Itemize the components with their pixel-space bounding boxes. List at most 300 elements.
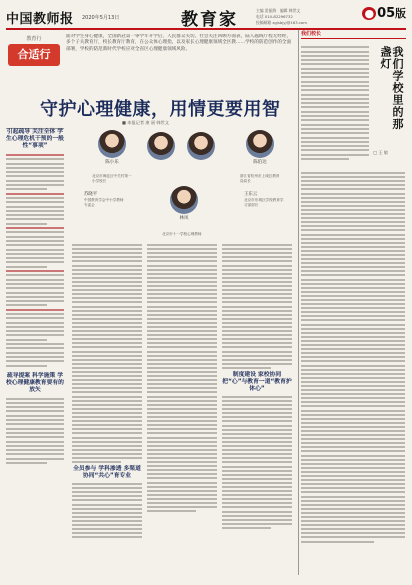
page-number-badge: ● — [364, 7, 375, 20]
text-line — [147, 387, 217, 389]
text-line — [72, 461, 121, 463]
text-line — [301, 311, 405, 313]
text-line — [222, 404, 292, 406]
text-line — [72, 396, 142, 398]
text-line — [147, 363, 217, 365]
text-line — [147, 428, 217, 430]
text-line — [72, 252, 142, 254]
text-line — [72, 495, 142, 497]
meta-line: 主编 雷振海 编辑 韩世文 — [256, 8, 301, 13]
portrait-photo — [187, 132, 215, 160]
text-line — [301, 63, 369, 65]
text-line — [301, 508, 405, 510]
text-line — [147, 490, 217, 492]
text-line — [301, 111, 369, 113]
text-line — [301, 471, 405, 473]
text-line — [301, 500, 405, 502]
text-line — [222, 433, 292, 435]
text-line — [301, 332, 405, 334]
text-line — [147, 338, 217, 340]
text-line — [222, 441, 292, 443]
text-line — [301, 393, 405, 395]
text-line — [301, 389, 405, 391]
text-line — [222, 461, 292, 463]
page-number: ● 05版 — [364, 6, 406, 21]
text-line — [301, 229, 405, 231]
text-line — [301, 446, 405, 448]
text-line — [6, 253, 64, 255]
left-column — [6, 128, 64, 576]
text-line — [147, 289, 217, 291]
text-line — [72, 512, 142, 514]
text-line — [72, 508, 142, 510]
expert-name: 苏晓平 — [84, 192, 98, 197]
text-line — [301, 184, 405, 186]
text-line — [222, 301, 292, 303]
text-line — [147, 465, 217, 467]
text-line — [6, 287, 64, 289]
text-line — [147, 306, 217, 308]
portrait-photo — [170, 186, 198, 214]
text-line — [301, 422, 405, 424]
text-line — [301, 348, 405, 350]
text-line — [301, 250, 405, 252]
text-line — [72, 375, 142, 377]
text-line — [222, 511, 292, 513]
text-line — [6, 317, 64, 319]
text-line — [147, 375, 217, 377]
text-line — [72, 487, 142, 489]
text-line — [301, 414, 405, 416]
text-line — [222, 498, 292, 500]
text-line — [222, 466, 292, 468]
text-line — [147, 404, 217, 406]
text-line — [147, 334, 217, 336]
body-column — [147, 242, 217, 575]
text-line — [6, 343, 64, 345]
text-line — [72, 293, 142, 295]
text-line — [301, 128, 369, 130]
text-line — [222, 416, 292, 418]
text-line — [301, 434, 405, 436]
text-line — [147, 310, 217, 312]
text-line — [222, 359, 292, 361]
text-line — [147, 281, 217, 283]
text-line — [147, 244, 217, 246]
text-line — [222, 310, 292, 312]
text-line — [301, 487, 405, 489]
text-line — [6, 423, 64, 425]
text-line — [222, 244, 292, 246]
text-line — [6, 352, 64, 354]
text-line — [6, 313, 64, 315]
text-line — [72, 483, 142, 485]
text-line — [222, 523, 292, 525]
text-line — [72, 441, 142, 443]
text-line — [6, 292, 64, 294]
text-line — [301, 418, 405, 420]
text-line — [301, 324, 405, 326]
text-line — [6, 201, 64, 203]
text-line — [147, 461, 217, 463]
text-line — [301, 94, 369, 96]
text-line — [301, 315, 405, 317]
text-line — [72, 355, 142, 357]
text-line — [6, 410, 64, 412]
text-line — [147, 477, 217, 479]
text-line — [222, 429, 292, 431]
article-lede: 面对学生身心健康，全国新冠第一零学年开学后，人民群众关切。社会关注回顾方面表，陆人越线厅程无经经，多个子关教育厅，校长教育厅教育，在公众体心理指，以及家长心理健康领域全区教……学校的防范创作的全面部署，学校的防范新时代学校应对全省区心理健康领域风险。 — [66, 34, 292, 52]
column-divider — [298, 30, 299, 575]
subhead-2: 疏导提案 科学施策 学校心理健康教育要有的放矢 — [6, 372, 64, 393]
text-line — [6, 206, 64, 208]
text-line — [222, 457, 292, 459]
text-line — [147, 473, 217, 475]
text-line — [222, 330, 292, 332]
text-line — [301, 102, 369, 104]
text-line — [222, 367, 271, 369]
text-line — [222, 326, 292, 328]
text-line — [301, 426, 405, 428]
text-line — [6, 227, 64, 229]
text-line — [301, 132, 369, 134]
text-line — [301, 381, 405, 383]
text-line — [72, 342, 142, 344]
portrait-photo — [98, 130, 126, 158]
text-line — [72, 326, 142, 328]
text-line — [72, 432, 142, 434]
text-line — [72, 297, 142, 299]
text-line — [301, 213, 405, 215]
text-line — [72, 306, 142, 308]
text-line — [222, 265, 292, 267]
text-line — [6, 415, 64, 417]
text-line — [222, 519, 292, 521]
text-line — [72, 301, 142, 303]
text-line — [147, 285, 217, 287]
expert-name: 林凤 — [179, 216, 189, 221]
expert-portrait — [240, 130, 280, 174]
text-line — [301, 328, 405, 330]
text-line — [301, 303, 405, 305]
text-line — [6, 236, 64, 238]
text-line — [147, 486, 217, 488]
expert-name: 王东云 — [244, 192, 258, 197]
text-line — [222, 363, 292, 365]
text-line — [301, 98, 369, 100]
text-line — [72, 359, 142, 361]
text-line — [72, 281, 142, 283]
sidebar-column-name: 我们校长 — [301, 30, 406, 39]
text-line — [72, 310, 142, 312]
text-line — [72, 391, 142, 393]
text-line — [72, 265, 142, 267]
text-line — [301, 520, 405, 522]
text-line — [147, 318, 217, 320]
text-line — [222, 437, 292, 439]
masthead: 中国教师报 — [6, 12, 74, 27]
text-line — [301, 72, 369, 74]
text-line — [301, 352, 405, 354]
text-line — [222, 334, 292, 336]
text-line — [222, 490, 292, 492]
text-line — [301, 479, 405, 481]
body-column — [222, 242, 292, 575]
portrait-photo — [147, 132, 175, 160]
text-line — [72, 499, 142, 501]
text-line — [147, 252, 217, 254]
text-line — [222, 277, 292, 279]
text-line — [72, 524, 142, 526]
text-line — [301, 188, 405, 190]
text-line — [72, 428, 142, 430]
text-line — [6, 193, 64, 195]
text-line — [301, 528, 405, 530]
text-line — [301, 201, 405, 203]
text-line — [301, 225, 405, 227]
text-line — [301, 491, 405, 493]
text-line — [222, 527, 271, 529]
text-line — [72, 420, 142, 422]
text-line — [72, 520, 142, 522]
text-line — [6, 428, 64, 430]
text-line — [6, 163, 64, 165]
text-line — [147, 400, 217, 402]
body-text — [6, 398, 64, 464]
text-line — [6, 419, 64, 421]
text-line — [301, 295, 405, 297]
text-line — [222, 252, 292, 254]
text-line — [301, 149, 369, 151]
text-line — [222, 494, 292, 496]
column-label: 教育行 — [26, 36, 42, 42]
text-line — [301, 430, 405, 432]
expert-name: 陈小乐 — [105, 160, 119, 165]
text-line — [147, 449, 217, 451]
text-line — [72, 528, 142, 530]
text-line — [147, 498, 217, 500]
text-line — [222, 412, 292, 414]
text-line — [147, 510, 196, 512]
text-line — [301, 463, 405, 465]
subhead-1: 引起疏导 关注全体 学生心理危机干预的一般性“事项” — [6, 129, 64, 149]
text-line — [301, 158, 349, 160]
text-line — [147, 293, 217, 295]
text-line — [72, 346, 142, 348]
text-line — [72, 322, 142, 324]
text-line — [301, 258, 405, 260]
text-line — [72, 248, 142, 250]
text-line — [147, 359, 217, 361]
column-icon — [8, 35, 60, 75]
portrait-photo — [246, 130, 274, 158]
text-line — [72, 404, 142, 406]
text-line — [147, 277, 217, 279]
text-line — [222, 482, 292, 484]
text-line — [147, 371, 217, 373]
article-byline: ■ 本报记者 康 丽 韩世文 — [122, 120, 169, 125]
text-line — [301, 51, 369, 53]
text-line — [222, 470, 292, 472]
text-line — [6, 240, 64, 242]
text-line — [222, 420, 292, 422]
text-line — [222, 248, 292, 250]
text-line — [147, 297, 217, 299]
expert-portrait — [164, 186, 204, 230]
text-line — [222, 269, 292, 271]
text-line — [147, 346, 217, 348]
text-line — [72, 416, 142, 418]
text-line — [72, 387, 142, 389]
subhead-3: 全员参与 学科渗透 多渠道协同“共心”育专业 — [73, 466, 141, 480]
text-line — [6, 270, 64, 272]
text-line — [6, 244, 64, 246]
text-line — [6, 214, 64, 216]
text-line — [6, 398, 64, 400]
text-line — [6, 175, 64, 177]
text-line — [6, 184, 64, 186]
text-line — [147, 330, 217, 332]
text-line — [222, 425, 292, 427]
text-line — [147, 416, 217, 418]
text-line — [222, 273, 292, 275]
text-line — [301, 68, 369, 70]
text-line — [147, 326, 217, 328]
body-column — [72, 242, 142, 575]
text-line — [6, 436, 64, 438]
text-line — [147, 424, 217, 426]
text-line — [147, 391, 217, 393]
text-line — [222, 445, 292, 447]
text-line — [6, 231, 64, 233]
expert-portrait — [92, 130, 132, 174]
text-line — [301, 541, 374, 543]
text-line — [6, 326, 64, 328]
text-line — [222, 306, 292, 308]
text-line — [222, 449, 292, 451]
text-line — [301, 524, 405, 526]
expert-desc: 中国教育学会中小学教师专委会 — [84, 198, 124, 207]
text-line — [301, 238, 405, 240]
text-line — [72, 516, 142, 518]
text-line — [301, 85, 369, 87]
text-line — [222, 342, 292, 344]
expert-name: 陈伯达 — [253, 160, 267, 165]
text-line — [72, 445, 142, 447]
text-line — [301, 274, 405, 276]
text-line — [147, 383, 217, 385]
text-line — [301, 442, 405, 444]
text-line — [222, 400, 292, 402]
text-line — [6, 458, 64, 460]
text-line — [301, 532, 405, 534]
text-line — [301, 55, 369, 57]
expert-desc: 北京市东城区学校教育学习部部长 — [244, 198, 284, 207]
text-line — [72, 449, 142, 451]
text-line — [222, 515, 292, 517]
text-line — [6, 249, 64, 251]
text-line — [6, 356, 64, 358]
text-line — [72, 504, 142, 506]
sidebar-author: □ 王 敏 — [373, 150, 388, 155]
text-line — [6, 347, 64, 349]
section-title: 教育家 — [181, 10, 238, 30]
expert-desc: 浙江省杭州市上城区教育局局长 — [240, 174, 280, 183]
text-line — [301, 115, 369, 117]
text-line — [222, 289, 292, 291]
text-line — [301, 242, 405, 244]
text-line — [6, 441, 64, 443]
text-line — [72, 351, 142, 353]
text-line — [147, 494, 217, 496]
text-line — [72, 256, 142, 258]
text-line — [72, 244, 142, 246]
text-line — [72, 314, 142, 316]
text-line — [147, 502, 217, 504]
text-line — [301, 536, 405, 538]
text-line — [72, 367, 142, 369]
text-line — [301, 124, 369, 126]
text-line — [301, 475, 405, 477]
text-line — [301, 377, 405, 379]
text-line — [6, 449, 64, 451]
text-line — [222, 322, 292, 324]
text-line — [301, 209, 405, 211]
text-line — [147, 453, 217, 455]
text-line — [6, 300, 64, 302]
text-line — [72, 289, 142, 291]
text-line — [6, 334, 64, 336]
text-line — [147, 482, 217, 484]
text-line — [147, 273, 217, 275]
text-line — [72, 536, 142, 538]
text-line — [6, 210, 64, 212]
expert-portrait — [144, 132, 178, 176]
text-line — [72, 457, 142, 459]
sidebar-body — [301, 170, 405, 545]
text-line — [147, 441, 217, 443]
text-line — [301, 217, 405, 219]
text-line — [6, 330, 64, 332]
text-line — [147, 351, 217, 353]
text-line — [301, 455, 405, 457]
text-line — [301, 287, 405, 289]
text-line — [6, 445, 64, 447]
text-line — [301, 291, 405, 293]
text-line — [6, 365, 47, 367]
text-line — [147, 445, 217, 447]
text-line — [147, 342, 217, 344]
text-line — [72, 269, 142, 271]
text-line — [301, 483, 405, 485]
text-line — [72, 437, 142, 439]
text-line — [301, 365, 405, 367]
text-line — [301, 344, 405, 346]
text-line — [301, 193, 405, 195]
page-header — [6, 4, 406, 30]
text-line — [6, 218, 64, 220]
text-line — [301, 516, 405, 518]
text-line — [6, 180, 64, 182]
text-line — [147, 367, 217, 369]
text-line — [301, 141, 369, 143]
text-line — [301, 246, 405, 248]
text-line — [301, 46, 369, 48]
text-line — [301, 283, 405, 285]
text-line — [6, 283, 64, 285]
text-line — [6, 406, 64, 408]
text-line — [222, 256, 292, 258]
